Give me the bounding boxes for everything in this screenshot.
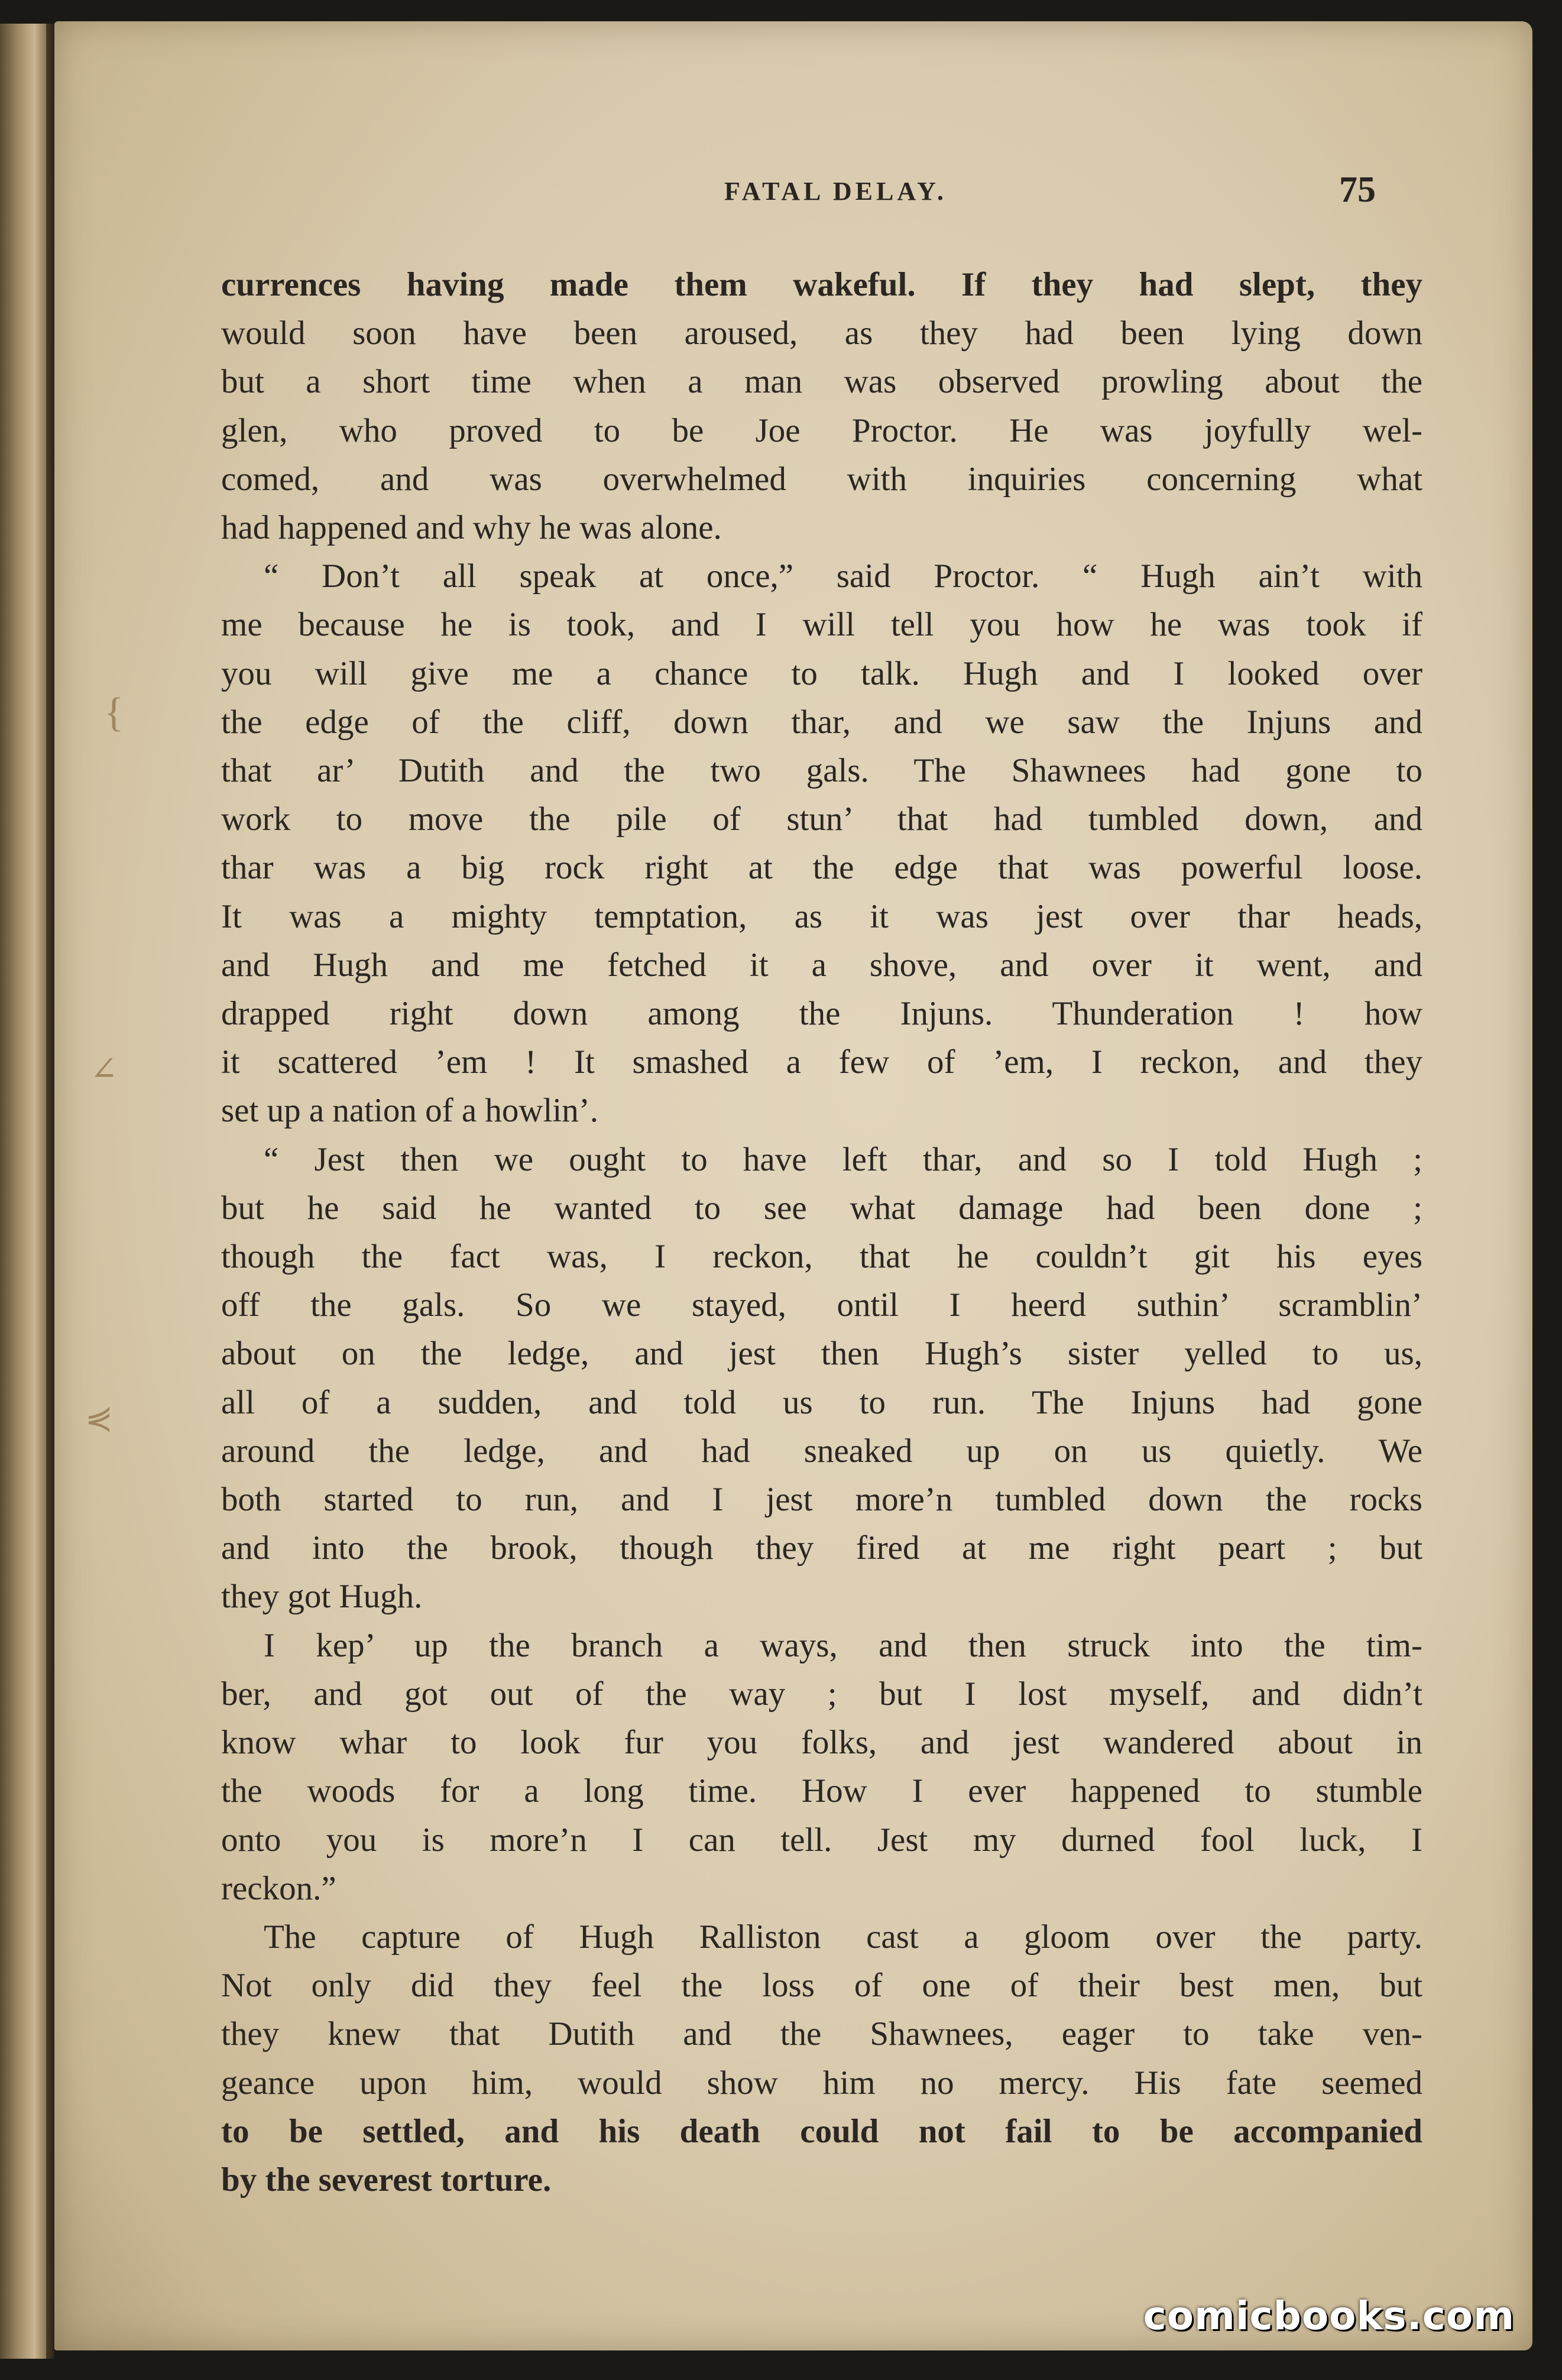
text-line: It was a mighty temptation, as it was jest over thar heads, bbox=[221, 897, 1422, 935]
book-page bbox=[54, 21, 1532, 2350]
text-line: they knew that Dutith and the Shawnees, eager to take ven- bbox=[221, 2015, 1422, 2053]
watermark-logo: comicbooks.com bbox=[1143, 2293, 1515, 2339]
paragraph bbox=[221, 552, 1422, 1135]
text-line: comed, and was overwhelmed with inquiries concerning what bbox=[221, 460, 1422, 498]
text-line: geance upon him, would show him no mercy. His fate seemed bbox=[221, 2064, 1422, 2102]
paragraph bbox=[221, 1136, 1422, 1622]
text-line: off the gals. So we stayed, ontil I heerd suthin’ scramblin’ bbox=[221, 1286, 1422, 1324]
text-line: The capture of Hugh Ralliston cast a gloom over the party. bbox=[264, 1918, 1422, 1956]
margin-mark: ∠ bbox=[90, 1051, 118, 1088]
running-head: FATAL DELAY. bbox=[724, 177, 947, 206]
text-line: by the severest torture. bbox=[221, 2161, 552, 2199]
text-line: it scattered ’em ! It smashed a few of ’em, I reckon, and they bbox=[221, 1043, 1422, 1081]
margin-mark: { bbox=[104, 690, 124, 735]
text-line: would soon have been aroused, as they had been lying down bbox=[221, 314, 1422, 352]
text-line: but a short time when a man was observed prowling about the bbox=[221, 363, 1422, 401]
text-line: though the fact was, I reckon, that he couldn’t git his eyes bbox=[221, 1238, 1422, 1276]
text-line: around the ledge, and had sneaked up on us quietly. We bbox=[221, 1432, 1422, 1470]
binding-shadow bbox=[46, 24, 54, 2359]
text-line: “ Don’t all speak at once,” said Proctor. “ Hugh ain’t with bbox=[264, 557, 1422, 595]
text-line: all of a sudden, and told us to run. The Injuns had gone bbox=[221, 1383, 1422, 1421]
text-line: onto you is more’n I can tell. Jest my durned fool luck, I bbox=[221, 1821, 1422, 1859]
paragraph bbox=[221, 261, 1422, 552]
text-line: drapped right down among the Injuns. Thunderation ! how bbox=[221, 995, 1422, 1033]
text-line: had happened and why he was alone. bbox=[221, 509, 722, 547]
text-line: thar was a big rock right at the edge that was powerful loose. bbox=[221, 849, 1422, 887]
text-line: me because he is took, and I will tell you how he was took if bbox=[221, 606, 1422, 644]
text-line: the woods for a long time. How I ever happened to stumble bbox=[221, 1772, 1422, 1810]
text-line: both started to run, and I jest more’n tumbled down the rocks bbox=[221, 1481, 1422, 1519]
paragraph bbox=[221, 1622, 1422, 1913]
text-line: reckon.” bbox=[221, 1869, 336, 1907]
text-line: about on the ledge, and jest then Hugh’s sister yelled to us, bbox=[221, 1335, 1422, 1373]
text-line: you will give me a chance to talk. Hugh and I looked over bbox=[221, 654, 1422, 692]
text-line: ber, and got out of the way ; but I lost myself, and didn’t bbox=[221, 1675, 1422, 1713]
text-line: set up a nation of a howlin’. bbox=[221, 1092, 598, 1130]
text-line: but he said he wanted to see what damage had been done ; bbox=[221, 1189, 1422, 1227]
text-line: work to move the pile of stun’ that had tumbled down, and bbox=[221, 800, 1422, 838]
text-line: Not only did they feel the loss of one of their best men, but bbox=[221, 1967, 1422, 2005]
text-line: glen, who proved to be Joe Proctor. He was joyfully wel- bbox=[221, 411, 1422, 449]
margin-mark: ⋞ bbox=[85, 1400, 113, 1437]
text-line: they got Hugh. bbox=[221, 1578, 423, 1616]
text-line: currences having made them wakeful. If they had slept, they bbox=[221, 266, 1422, 303]
text-line: I kep’ up the branch a ways, and then struck into the tim- bbox=[264, 1626, 1422, 1664]
binding-gutter bbox=[0, 24, 46, 2359]
body-text bbox=[221, 261, 1422, 2204]
text-line: to be settled, and his death could not fail to be accompanied bbox=[221, 2112, 1422, 2150]
text-line: that ar’ Dutith and the two gals. The Shawnees had gone to bbox=[221, 752, 1422, 790]
page-number: 75 bbox=[1339, 170, 1376, 210]
text-line: know whar to look fur you folks, and jest wandered about in bbox=[221, 1724, 1422, 1762]
paragraph bbox=[221, 1913, 1422, 2204]
text-line: and Hugh and me fetched it a shove, and over it went, and bbox=[221, 946, 1422, 984]
text-line: “ Jest then we ought to have left thar, and so I told Hugh ; bbox=[264, 1140, 1422, 1178]
text-line: and into the brook, though they fired at me right peart ; but bbox=[221, 1529, 1422, 1567]
text-line: the edge of the cliff, down thar, and we saw the Injuns and bbox=[221, 703, 1422, 741]
